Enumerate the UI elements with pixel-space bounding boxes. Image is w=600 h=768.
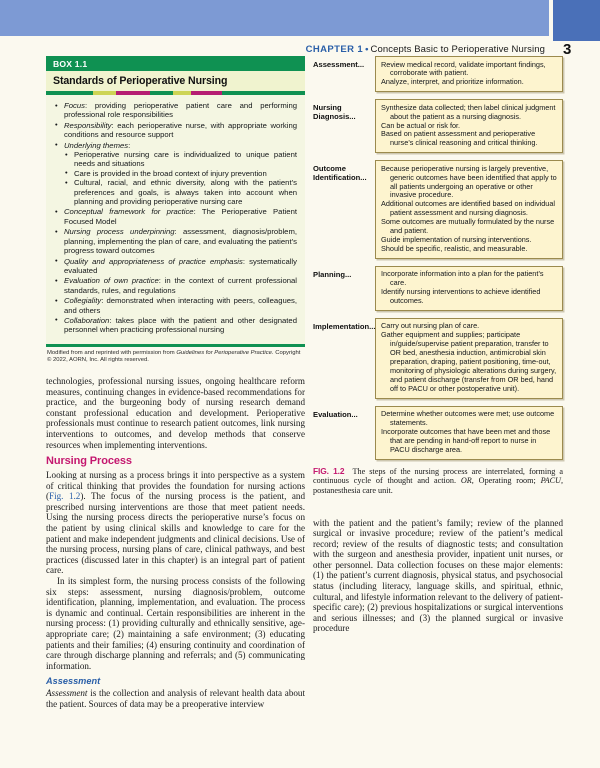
box-bullet-lead: Collegiality: [64, 296, 102, 306]
figure-caption-b: Operating room;: [473, 476, 541, 486]
box-credit-post: Copyright © 2022, AORN, Inc. All rights reserved.: [47, 349, 301, 364]
figure-steps-container: [313, 56, 563, 460]
box-bullet-lead: Quality and appropriateness of practice emphasis: [64, 256, 243, 266]
figure-step-line: Identify nursing interventions to achieve identified outcomes.: [381, 287, 541, 306]
box-bullet-lead: Responsibility: [64, 120, 112, 130]
right-column: [313, 56, 563, 634]
figure-step-line: Carry out nursing plan of care.: [381, 321, 480, 331]
figure-caption-number: FIG. 1.2: [313, 465, 345, 476]
paragraph-assessment: [46, 688, 305, 709]
box-bullet-lead: Focus: [64, 101, 85, 110]
figure-step-row: [313, 56, 563, 92]
paragraph-data-collection: with the patient and the patient’s family; review of the planned surgical or invasive procedure; review of the patient’s medical record; review of the results of diagnostic tests; and consultation with the surgeon and anesthesia provider, inpatient unit nurses, or other personnel. Data collection focuses on these major elements: (1) the patient’s current diagnosis, physical status, and psychosocial status (including literacy, language skills, and spiritual, ethnic, cultural, and lifestyle information relevant to the delivery of patient-specific care); (2) previous hospitalizations or surgical interventions and serious illnesses; and (3) the planned surgical or invasive procedure: [313, 517, 563, 634]
figure-step-line: Incorporate information into a plan for the patient’s care.: [381, 269, 544, 288]
figure-step-line: Based on patient assessment and perioperative nurse’s clinical reasoning and critical thinking.: [381, 129, 538, 148]
figure-step-line: Review medical record, validate important findings, corroborate with patient.: [381, 59, 546, 78]
box-bullet-item: • Conceptual framework for practice: The Perioperative Patient Focused Model: [54, 207, 297, 226]
figure-step-line: Gather equipment and supplies; participate in/guide/supervise patient preparation, transfer to OR bed, anesthesia induction, antimicrobial skin preparation, draping, patient positioning, time-out, monitoring of physiologic alterations during surgery, and patient discharge (transfer from OR bed, hand off to PACU or other postoperative unit).: [381, 330, 557, 393]
figure-step-line: Guide implementation of nursing interventions.: [381, 235, 532, 244]
box-credit-pre: Modified from and reprinted with permission from: [47, 349, 177, 356]
box-title: Standards of Perioperative Nursing: [46, 71, 305, 91]
figure-step-box: [375, 160, 563, 259]
figure-1-2: [313, 56, 563, 496]
page-number: 3: [563, 41, 572, 58]
strip-segment: [116, 91, 150, 95]
figure-step-row: [313, 318, 563, 399]
strip-segment: [93, 91, 116, 95]
box-sub-list: [64, 150, 297, 206]
figure-step-label: Evaluation...: [313, 409, 358, 419]
figure-step-line: Synthesize data collected; then label clinical judgment about the patient as a nursing diagnosis.: [381, 102, 556, 121]
strip-segment: [150, 91, 173, 95]
spacer: [46, 365, 305, 376]
running-head-chapter: CHAPTER 1: [305, 44, 364, 55]
box-sub-item: • Perioperative nursing care is individualized to unique patient needs and situations: [64, 150, 297, 169]
figure-step-row: [313, 266, 563, 311]
box-body: [46, 95, 305, 341]
strip-segment: [173, 91, 191, 95]
figure-step-line: Because perioperative nursing is largely preventive, generic outcomes have been identified that apply to all patients undergoing an operative or other invasive procedure.: [381, 163, 557, 200]
figure-step-row: [313, 99, 563, 153]
figure-step-box: [375, 266, 563, 311]
heading-nursing-process: Nursing Process: [46, 455, 132, 468]
figure-caption-abbr-pacu: PACU,: [540, 476, 563, 486]
box-bullet-item: • Collaboration: takes place with the patient and other designated personnel when practicing professional nursing: [54, 316, 297, 335]
figure-step-label: Outcome Identification...: [313, 164, 367, 183]
box-number: BOX 1.1: [46, 56, 305, 71]
box-decorative-strip: [46, 91, 305, 95]
box-bullet-lead: Collaboration: [64, 315, 110, 325]
box-bullet-list: [54, 101, 297, 335]
figure-caption-abbr-or: OR,: [460, 476, 474, 486]
box-bullet-item: • Underlying themes: • Perioperative nursing care is individualized to unique patient needs and situations • Care is provided in the broad context of injury prevention • Cultural, racial, and ethnic diversity, along with the patient’s preferences and goals, is always taken into account when planning and providing perioperative nursing care: [54, 141, 297, 207]
figure-step-box: [375, 318, 563, 399]
box-sub-item: • Cultural, racial, and ethnic diversity, along with the patient’s preferences and goals, is always taken into account when planning and providing perioperative nursing care: [64, 178, 297, 206]
figure-step-line: Incorporate outcomes that have been met and those that are pending in hand-off report to nurse in PACU discharge area.: [381, 427, 551, 454]
box-1-1: [46, 56, 305, 347]
box-sub-item: • Care is provided in the broad context of injury prevention: [64, 169, 297, 178]
assessment-term: Assessment: [46, 688, 88, 699]
figure-step-box: [375, 99, 563, 153]
paragraph-six-steps: In its simplest form, the nursing process consists of the following six steps: assessment, nursing diagnosis/problem, outcome identification, planning, implementation, and evaluation. The process is dynamic and continual. Certain responsibilities are inherent in the nursing process: (1) providing culturally and ethnically sensitive, age-appropriate care; (2) maintaining a safe environment; (3) educating patients and their families; (4) ensuring continuity and coordination of care through discharge planning and referrals; and (5) communicating information.: [46, 576, 305, 671]
figure-step-row: [313, 160, 563, 259]
box-bullet-item: • Evaluation of own practice: in the context of current professional standards, rules, and regulations: [54, 276, 297, 295]
running-head-separator: •: [365, 44, 369, 55]
strip-segment: [46, 91, 93, 95]
paragraph-assessment-text: is the collection and analysis of relevant health data about the patient. Sources of data may be a preoperative interview: [46, 688, 305, 709]
figure-step-line: Should be specific, realistic, and measurable.: [381, 243, 528, 253]
paragraph-technologies: technologies, professional nursing issues, ongoing healthcare reform measures, continuing changes in evidence-based recommendations for practice, and the burgeoning body of nursing research demand constant professional education and development. Perioperative professionals must continue to research patient outcomes, link nursing interventions to outcomes, and develop methods that conserve resources when implementing interventions.: [46, 375, 305, 450]
box-bullet-lead: Nursing process underpinning: [64, 227, 175, 237]
box-bullet-item: • Nursing process underpinning: assessment, diagnosis/problem, planning, implementing the plan of care, and evaluating the patient’s progress toward outcomes: [54, 227, 297, 255]
left-column: [46, 56, 305, 710]
box-bullet-lead: Underlying themes: [64, 140, 129, 150]
figure-step-label: Planning...: [313, 269, 352, 279]
figure-step-line: Determine whether outcomes were met; use outcome statements.: [381, 409, 555, 428]
box-credit: [46, 347, 305, 365]
running-head-title: Concepts Basic to Perioperative Nursing: [370, 44, 545, 55]
box-bullet-item: • Responsibility: each perioperative nurse, with appropriate working conditions and resource support: [54, 121, 297, 140]
heading-assessment: Assessment: [46, 676, 101, 687]
figure-step-line: Some outcomes are mutually formulated by the nurse and patient.: [381, 217, 555, 236]
figure-step-box: [375, 56, 563, 92]
box-bullet-item: • Quality and appropriateness of practice emphasis: systematically evaluated: [54, 257, 297, 276]
chapter-thumb-tab: [553, 0, 600, 41]
figure-caption-c: postanesthesia care unit.: [313, 485, 393, 495]
strip-segment: [191, 91, 222, 95]
box-bullet-lead: Conceptual framework for practice: [64, 207, 194, 217]
figure-step-label: Implementation...: [313, 321, 376, 331]
box-bullet-lead: Evaluation of own practice: [64, 276, 159, 286]
spacer: [313, 496, 563, 518]
paragraph-nursing-process: [46, 470, 305, 576]
box-credit-source: Guidelines for Perioperative Practice.: [176, 349, 274, 356]
figure-cross-reference[interactable]: Fig. 1.2: [49, 491, 81, 502]
figure-step-label: Nursing Diagnosis...: [313, 103, 356, 122]
strip-segment: [222, 91, 305, 95]
box-bullet-item: • Collegiality: demonstrated when interacting with peers, colleagues, and others: [54, 296, 297, 315]
figure-step-line: Can be actual or risk for.: [381, 120, 461, 130]
figure-step-line: Analyze, interpret, and prioritize information.: [381, 77, 524, 87]
figure-step-label: Assessment...: [313, 60, 365, 69]
page-top-band: [0, 0, 600, 36]
figure-step-line: Additional outcomes are identified based on individual patient assessment and nursing diagnosis.: [381, 199, 556, 218]
figure-caption: [313, 467, 563, 496]
figure-step-box: [375, 406, 563, 460]
paragraph-nursing-process-b: ). The focus of the nursing process is the patient, and prescribed nursing interventions are those that meet patient needs. Using the nursing process directs the perioperative nurse’s focus on the patient by using clinical skills and knowledge to care for the patient and make independent judgments and clinical decisions. Use of the nursing process, nursing plans of care, clinical pathways, and best practices (discussed later in this chapter) is an integral part of patient care.: [46, 491, 305, 576]
paragraph-nursing-process-a: Looking at nursing as a process brings it into perspective as a system of critical thinking that provides the foundation for nursing actions (: [46, 470, 305, 502]
box-bullet-item: • Focus: providing perioperative patient care and performing professional role responsibilities: [54, 101, 297, 120]
figure-caption-a: The steps of the nursing process are interrelated, forming a continuous cycle of thought and action.: [313, 466, 564, 486]
figure-step-row: [313, 406, 563, 460]
